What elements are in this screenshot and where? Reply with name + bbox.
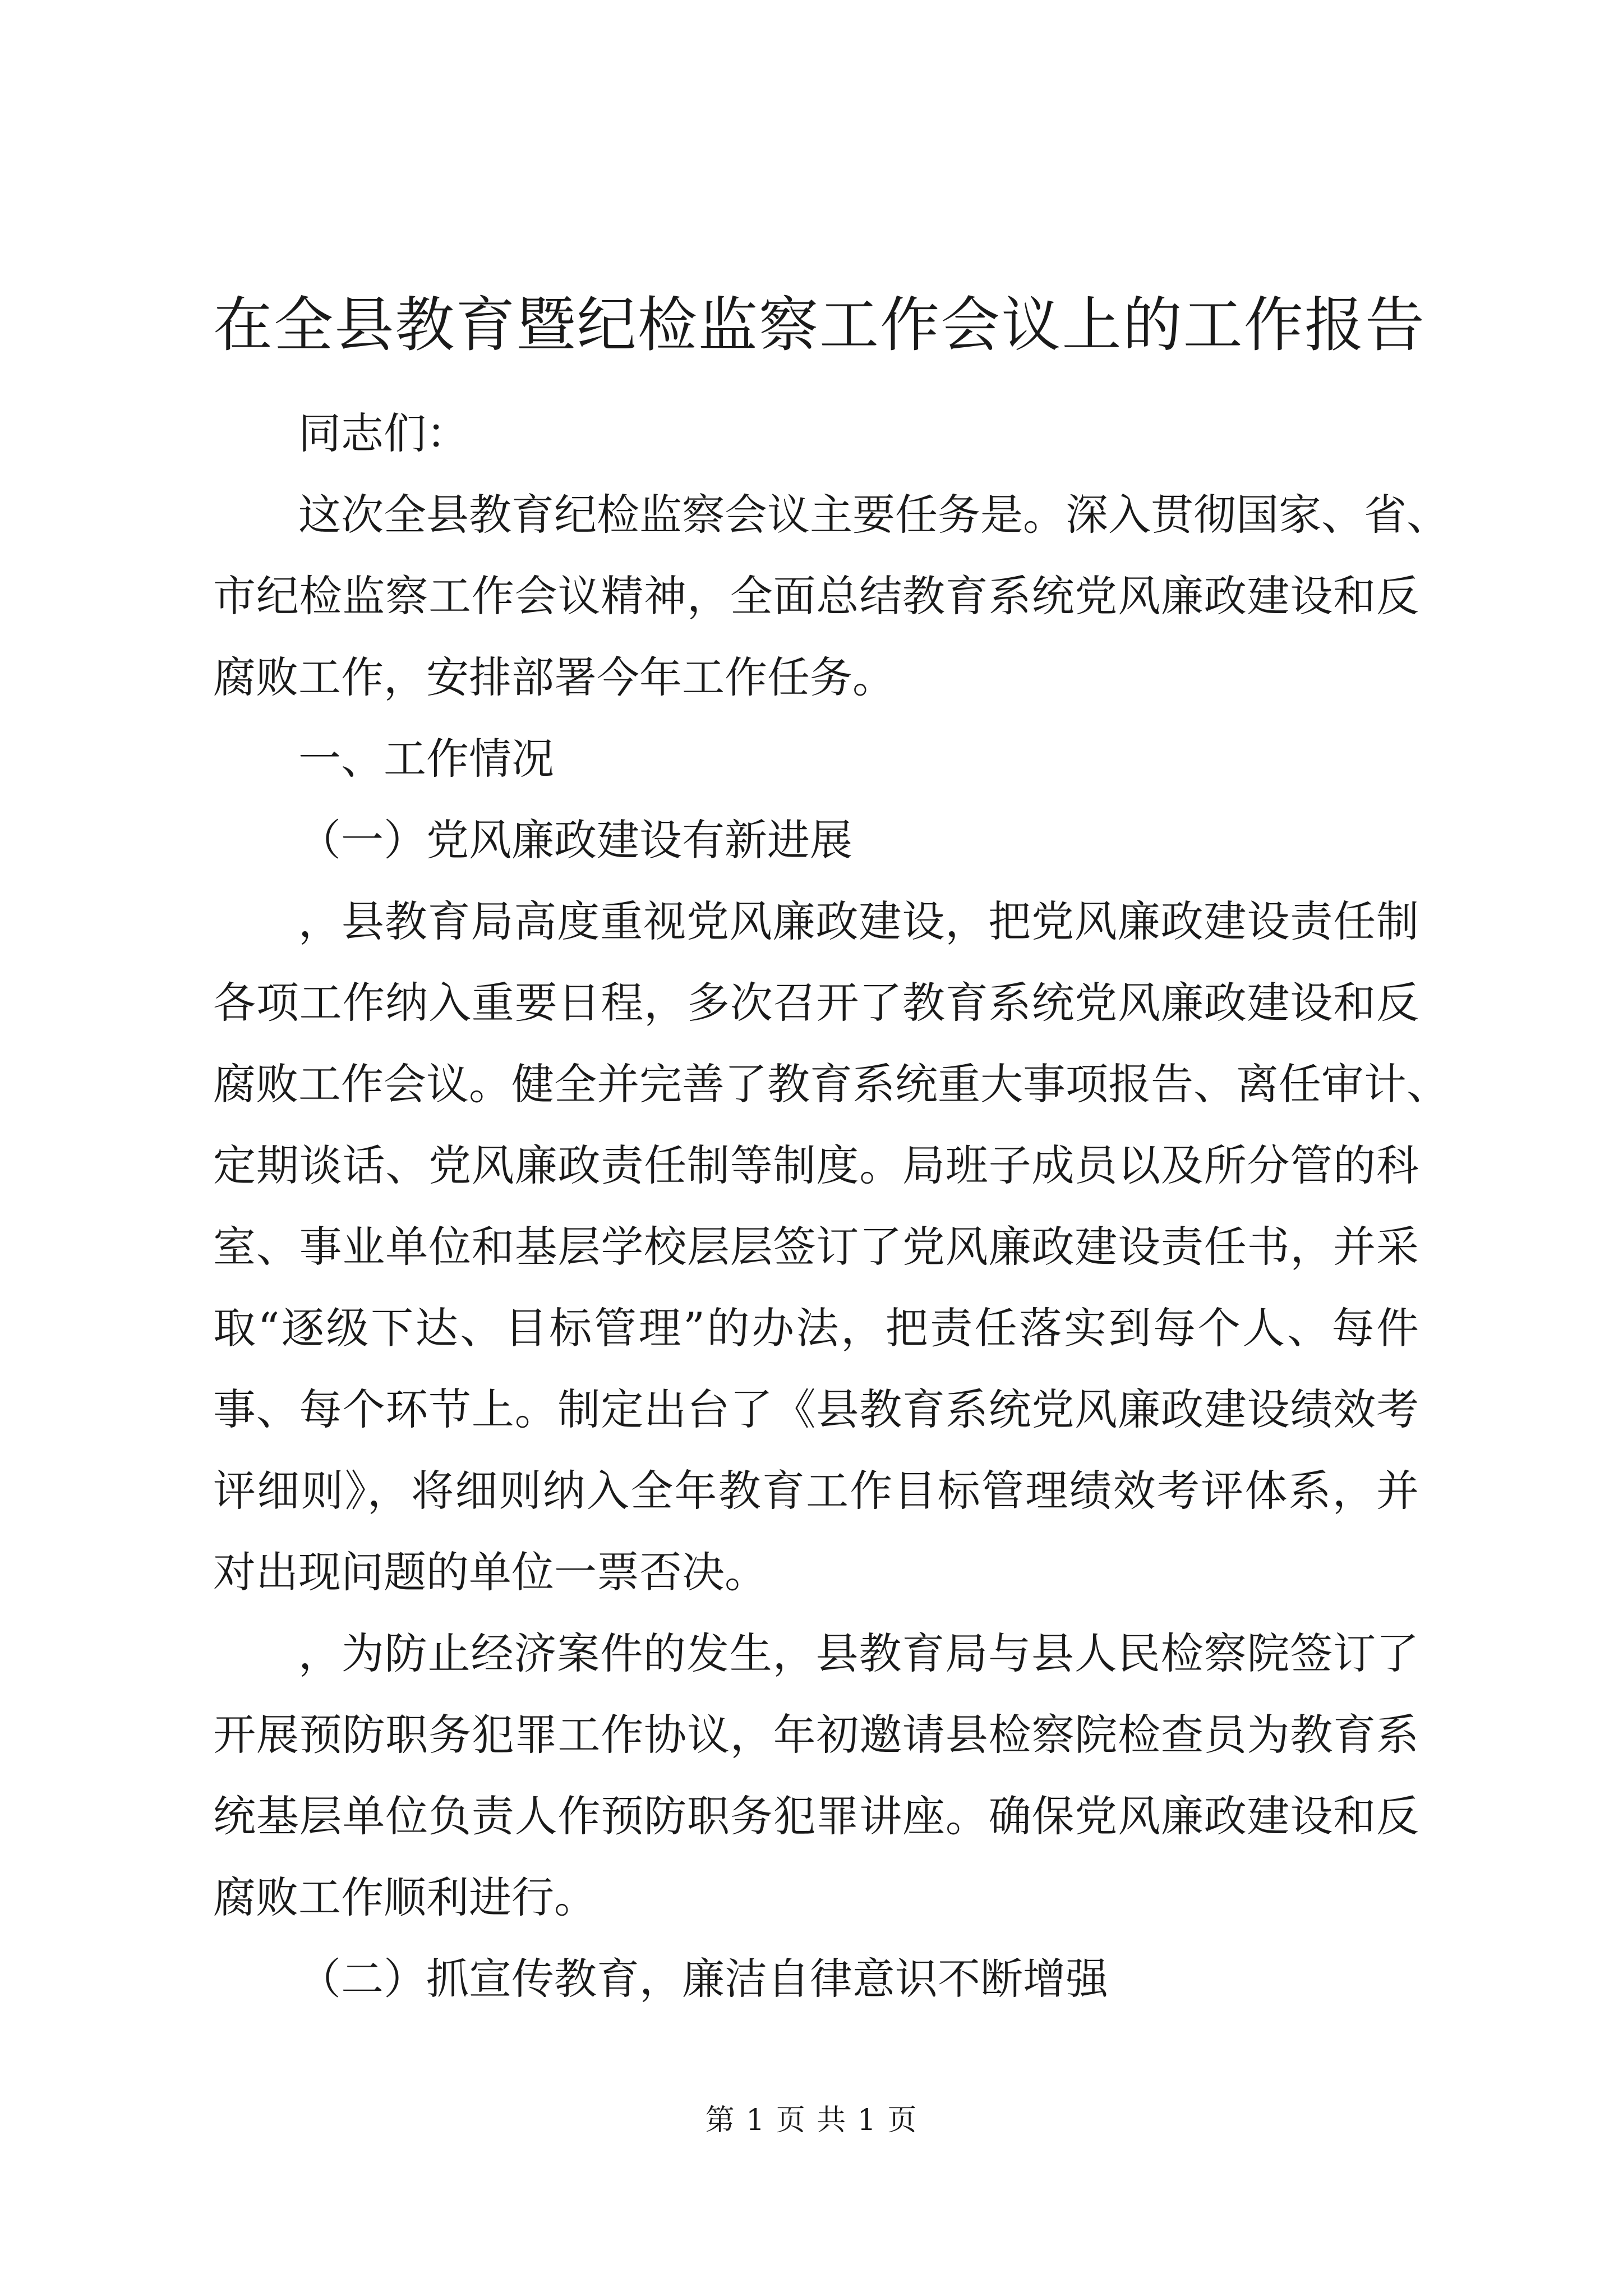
subsection-heading: （二）抓宣传教育，廉洁自律意识不断增强	[298, 1954, 1108, 2004]
paragraph-line: 对出现问题的单位一票否决。	[213, 1547, 767, 1597]
document-body	[213, 393, 1449, 2019]
paragraph-line: 取“逐级下达、目标管理”的办法，把责任落实到每个人、每件	[213, 1303, 1419, 1353]
paragraph-line: 各项工作纳入重要日程，多次召开了教育系统党风廉政建设和反	[213, 978, 1419, 1028]
paragraph-line: ，县教育局高度重视党风廉政建设，把党风廉政建设责任制	[298, 896, 1419, 946]
paragraph-line: 评细则》，将细则纳入全年教育工作目标管理绩效考评体系，并	[213, 1466, 1419, 1516]
section-heading: 一、工作情况	[298, 734, 554, 784]
salutation: 同志们：	[298, 408, 469, 458]
paragraph-line: 定期谈话、党风廉政责任制等制度。局班子成员以及所分管的科	[213, 1140, 1419, 1190]
paragraph-line: 市纪检监察工作会议精神，全面总结教育系统党风廉政建设和反	[213, 571, 1419, 621]
paragraph-line: 腐败工作会议。健全并完善了教育系统重大事项报告、离任审计、	[213, 1059, 1449, 1109]
paragraph-line: 这次全县教育纪检监察会议主要任务是。深入贯彻国家、省、	[298, 490, 1449, 540]
paragraph-line: 室、事业单位和基层学校层层签订了党风廉政建设责任书，并采	[213, 1222, 1419, 1272]
document-title: 在全县教育暨纪检监察工作会议上的工作报告	[213, 291, 1424, 360]
paragraph-line: 开展预防职务犯罪工作协议，年初邀请县检察院检查员为教育系	[213, 1710, 1419, 1760]
paragraph-line: 腐败工作顺利进行。	[213, 1872, 597, 1922]
page-number-footer: 第 1 页 共 1 页	[705, 2104, 918, 2137]
paragraph-line: 腐败工作，安排部署今年工作任务。	[213, 652, 895, 702]
paragraph-line: 统基层单位负责人作预防职务犯罪讲座。确保党风廉政建设和反	[213, 1791, 1419, 1841]
paragraph-line: 事、每个环节上。制定出台了《县教育系统党风廉政建设绩效考	[213, 1384, 1419, 1434]
paragraph-line: ，为防止经济案件的发生，县教育局与县人民检察院签订了	[298, 1628, 1419, 1678]
subsection-heading: （一）党风廉政建设有新进展	[298, 815, 852, 865]
